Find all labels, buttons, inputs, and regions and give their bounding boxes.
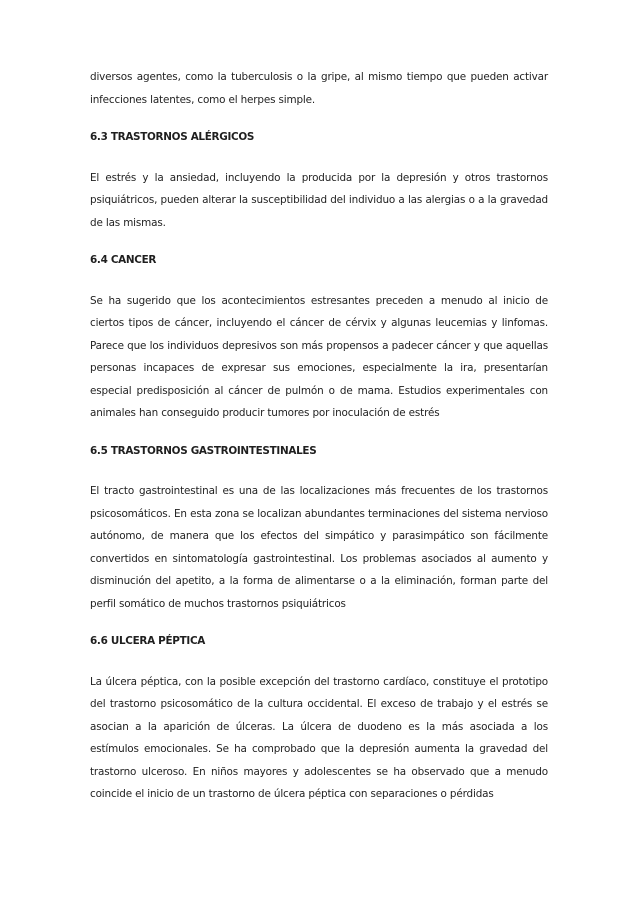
section-heading: 6.3 TRASTORNOS ALÉRGICOS xyxy=(90,131,255,143)
section-peptic-ulcer xyxy=(90,630,548,806)
section-gastrointestinal-disorders xyxy=(90,440,548,616)
section-paragraph: El estrés y la ansiedad, incluyendo la producida por la depresión y otros trastornos psiquiátricos, pueden alterar la susceptibilidad del individuo a las alergias o a la gravedad de las mismas. xyxy=(90,171,548,229)
document-page xyxy=(90,66,548,821)
section-cancer xyxy=(90,249,548,425)
intro-paragraph: diversos agentes, como la tuberculosis o la gripe, al mismo tiempo que pueden activar infecciones latentes, como el herpes simple. xyxy=(90,71,548,106)
section-paragraph: Se ha sugerido que los acontecimientos estresantes preceden a menudo al inicio de ciertos tipos de cáncer, incluyendo el cáncer de cérvix y algunas leucemias y linfomas. Parece que los individuos depresivos son más propensos a padecer cáncer y que aquellas personas incapaces de expresar sus emociones, especialmente la ira, presentarían especial predisposición al cáncer de pulmón o de mama. Estudios experimentales con animales han conseguido producir tumores por inoculación de estrés xyxy=(90,294,548,419)
section-heading: 6.6 ULCERA PÉPTICA xyxy=(90,635,206,647)
section-heading: 6.5 TRASTORNOS GASTROINTESTINALES xyxy=(90,444,317,457)
section-heading: 6.4 CANCER xyxy=(90,254,157,266)
section-paragraph: La úlcera péptica, con la posible excepción del trastorno cardíaco, constituye el prototipo del trastorno psicosomático de la cultura occidental. El exceso de trabajo y el estrés se asocian a la aparición de úlceras. La úlcera de duodeno es la más asociada a los estímulos emocionales. Se ha comprobado que la depresión aumenta la gravedad del trastorno ulceroso. En niños mayores y adolescentes se ha observado que a menudo coincide el inicio de un trastorno de úlcera péptica con separaciones o pérdidas xyxy=(90,675,548,800)
section-allergic-disorders xyxy=(90,126,548,234)
section-paragraph: El tracto gastrointestinal es una de las localizaciones más frecuentes de los trastornos psicosomáticos. En esta zona se localizan abundantes terminaciones del sistema nervioso autónomo, de manera que los efectos del simpático y parasimpático son fácilmente convertidos en sintomatología gastrointestinal. Los problemas asociados al aumento y disminución del apetito, a la forma de alimentarse o a la eliminación, forman parte del perfil somático de muchos trastornos psiquiátricos xyxy=(90,485,548,610)
